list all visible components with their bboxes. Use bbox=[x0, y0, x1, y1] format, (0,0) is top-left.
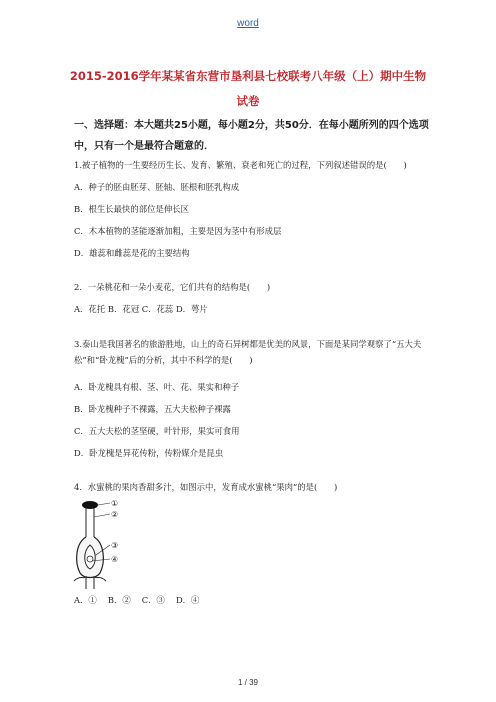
section-heading: 一、选择题：本大题共25小题，每小题2分，共50分．在每小题所列的四个选项中，只有一个是最符合题意的． bbox=[74, 120, 429, 152]
figure-label-2: ② bbox=[111, 510, 119, 519]
question-2-stem: 2．一朵桃花和一朵小麦花，它们共有的结构是( ) bbox=[74, 282, 271, 292]
question-4-stem: 4．水蜜桃的果肉香甜多汁，如图示中，发育成水蜜桃“果肉”的是( ) bbox=[74, 482, 338, 492]
question-4-options: A．① B．② C．③ D．④ bbox=[74, 595, 200, 605]
question-1-stem: 1.被子植物的一生要经历生长、发育、繁殖、衰老和死亡的过程，下列叙述错误的是( ) bbox=[74, 160, 407, 170]
question-3-option-b: B．卧龙槐种子不裸露，五大夫松种子裸露 bbox=[74, 404, 231, 414]
document-title-line1: 2015-2016学年某某省东营市垦利县七校联考八年级（上）期中生物 bbox=[69, 69, 427, 83]
page-number: 1 / 39 bbox=[237, 678, 258, 687]
receptacle-shape bbox=[74, 577, 106, 589]
style-shape bbox=[86, 508, 94, 537]
question-1-option-a: A．种子的胚由胚芽、胚轴、胚根和胚乳构成 bbox=[74, 182, 240, 192]
question-3-option-d: D．卧龙槐是异花传粉，传粉媒介是昆虫 bbox=[74, 448, 224, 458]
question-3-option-a: A．卧龙槐具有根、茎、叶、花、果实和种子 bbox=[74, 382, 240, 392]
question-2-options: A．花托 B．花冠 C．花蕊 D．萼片 bbox=[74, 304, 208, 314]
header-link[interactable]: word bbox=[237, 18, 259, 29]
document-title-line2: 试卷 bbox=[236, 94, 260, 108]
question-3-option-c: C．五大夫松的茎坚硬，叶针形，果实可食用 bbox=[74, 426, 240, 436]
figure-label-3: ③ bbox=[111, 541, 119, 550]
question-1-option-d: D．雄蕊和雌蕊是花的主要结构 bbox=[74, 248, 190, 258]
question-3-stem: 3.泰山是我国著名的旅游胜地，山上的奇石异树都是优美的风景，下面是某同学观察了“五大夫松”和“卧龙槐”后的分析，其中不科学的是( ) bbox=[74, 339, 422, 365]
pistil-figure bbox=[72, 497, 132, 589]
figure-label-4: ④ bbox=[111, 555, 119, 564]
question-1-option-c: C．木本植物的茎能逐渐加粗，主要是因为茎中有形成层 bbox=[74, 226, 282, 236]
figure-label-1: ① bbox=[111, 499, 119, 508]
question-1-option-b: B．根生长最快的部位是伸长区 bbox=[74, 204, 190, 214]
stigma-shape bbox=[82, 501, 98, 509]
